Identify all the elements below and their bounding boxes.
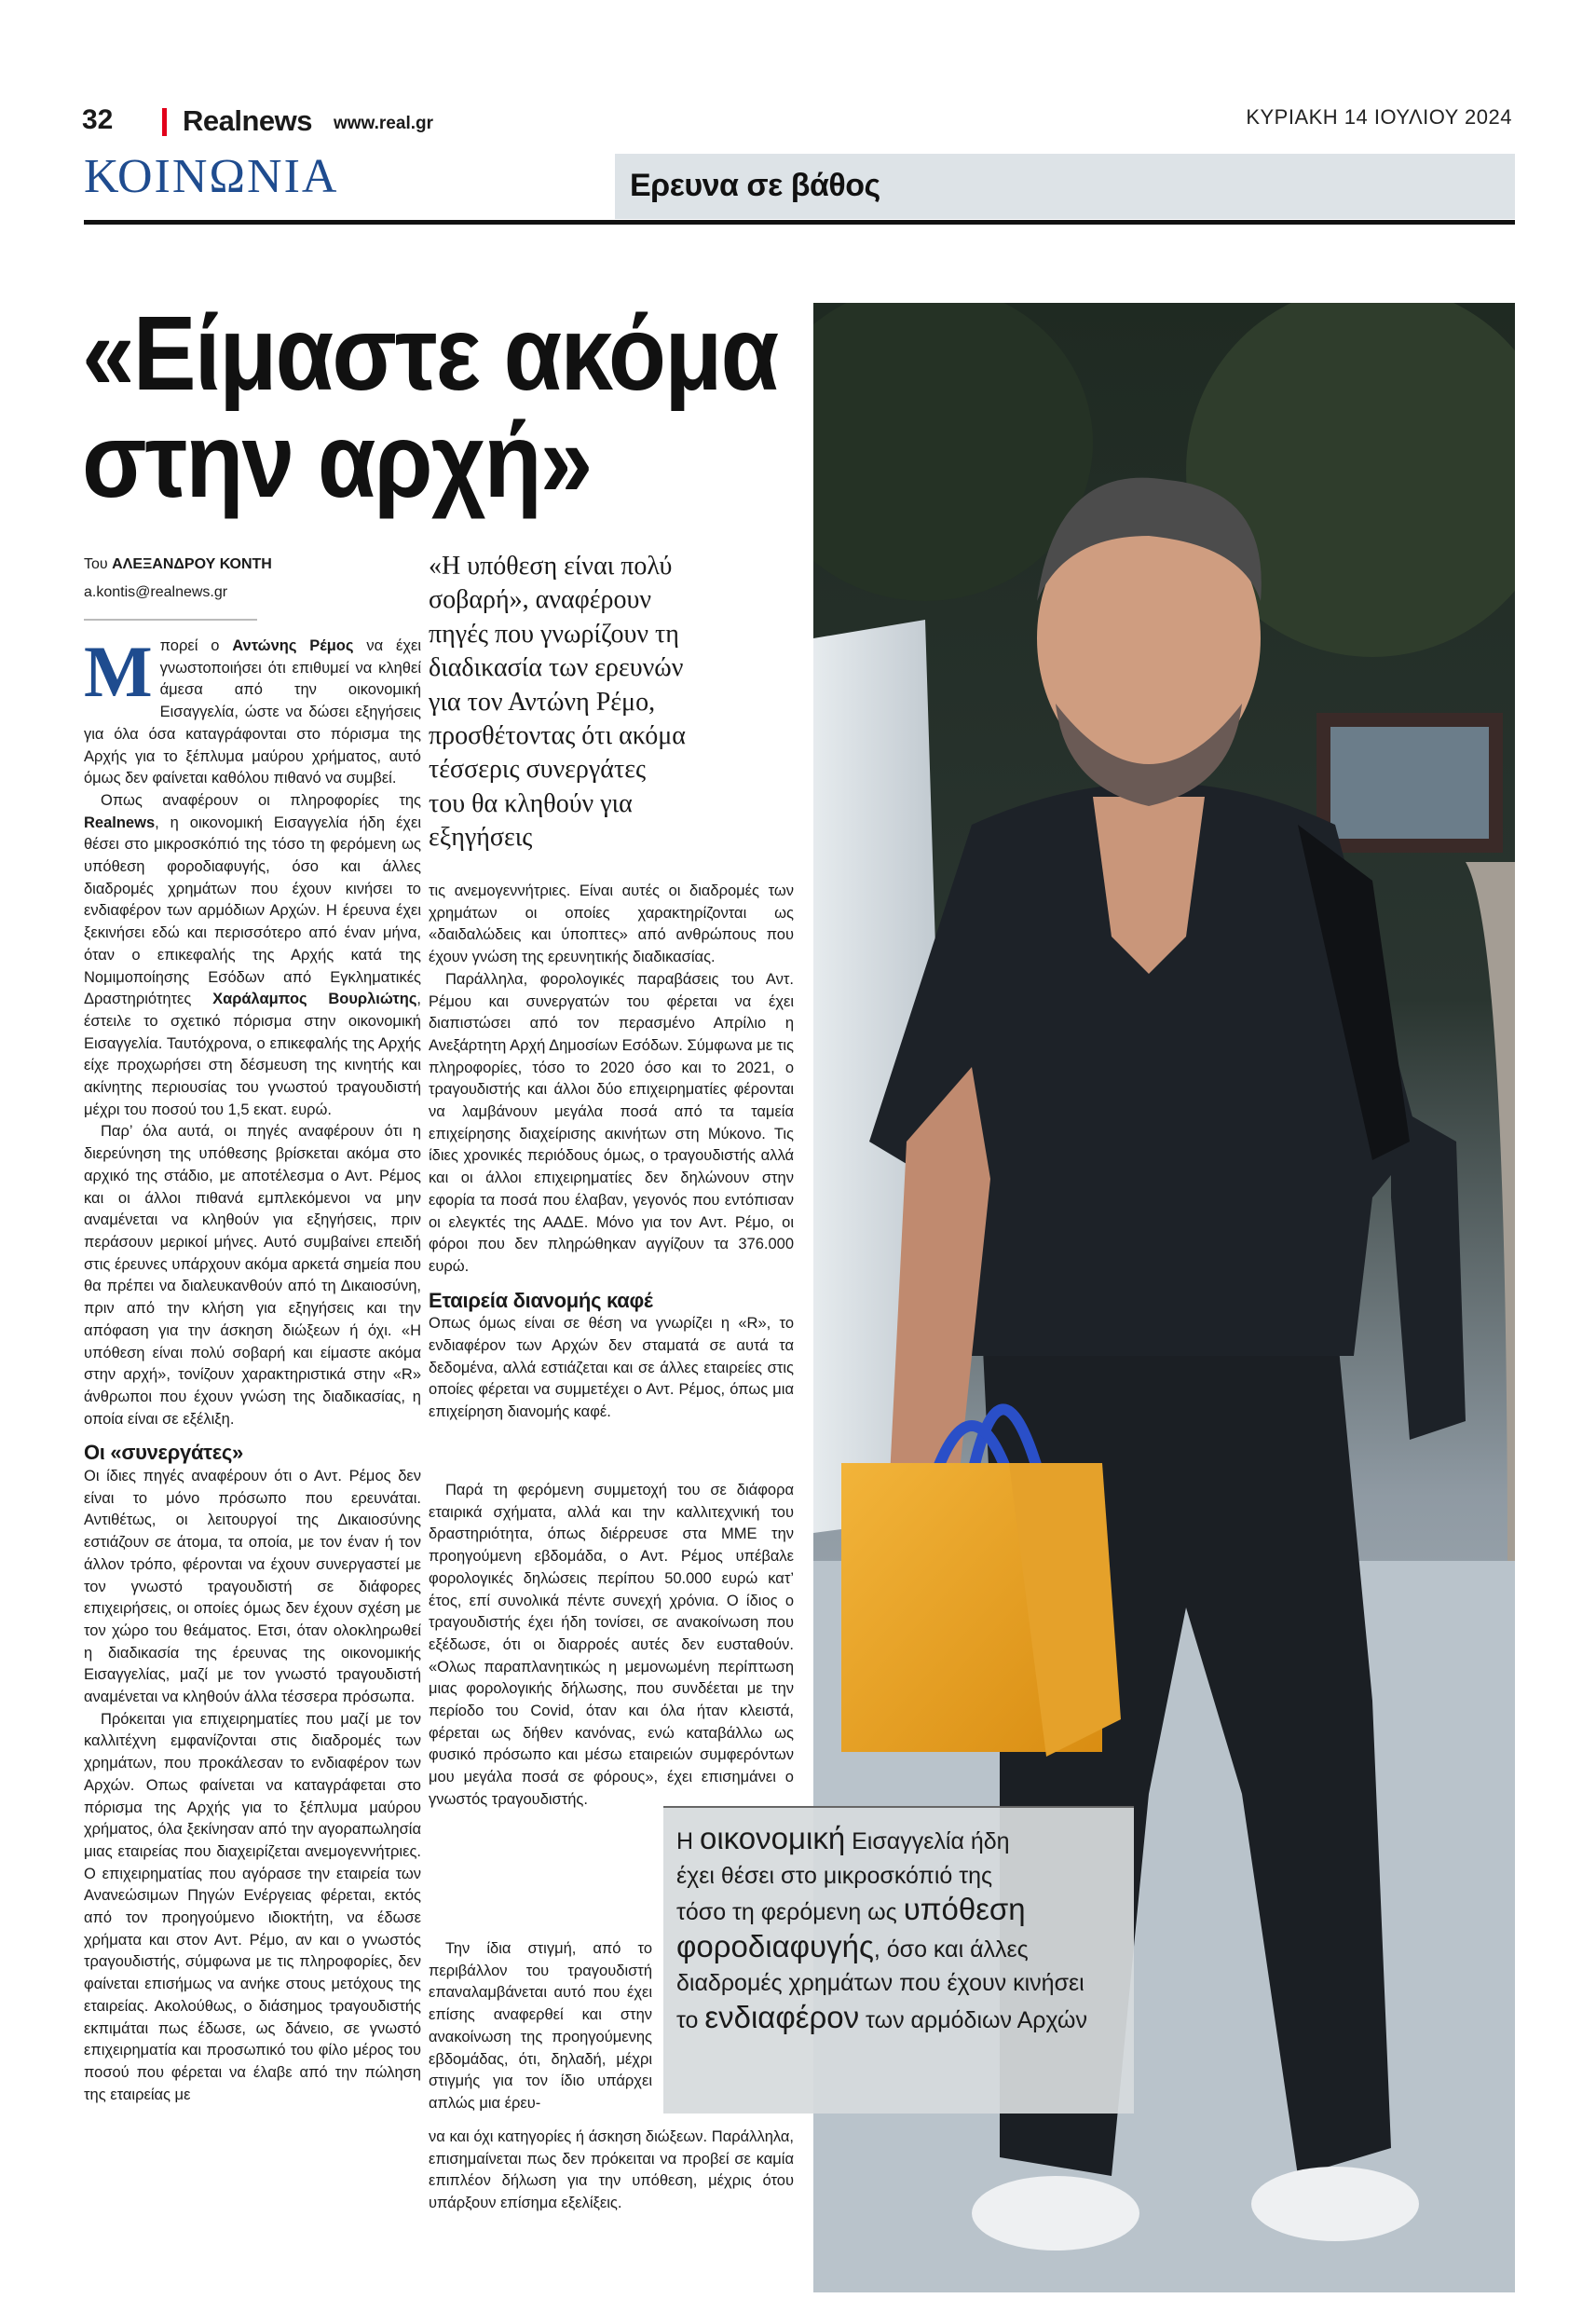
text: τόσο τη φερόμενη ως	[676, 1899, 904, 1925]
paragraph: τις ανεμογεννήτριες. Είναι αυτές οι διαδρομές των χρημάτων οι οποίες χαρακτηρίζονται ως «δαιδαλώδεις και ύποπτες» από ανθρώπους που έχουν γνώση της ερευνητικής διαδικασίας.	[429, 882, 794, 966]
text: , έστειλε το σχετικό πόρισμα στην οικονομική Εισαγγελία. Ταυτόχρονα, ο επικεφαλής της Αρχής είχε προχωρήσει στη δέσμευση της κινητής και ακίνητης περιουσίας του γνωστού τραγουδιστή μέχρι του ποσού του 1,5 εκατ. ευρώ.	[84, 991, 421, 1118]
paragraph: Την ίδια στιγμή, από το περιβάλλον του τραγουδιστή επαναλαμβάνεται αυτό που έχει επίσης αναφερθεί και στην ανακοίνωση της προηγούμενης εβδομάδας, ότι, δηλαδή, μέχρι στιγμής για τον ίδιο υπάρχει απλώς μια έρευ-	[429, 1940, 652, 2112]
article-column-2c	[429, 1938, 652, 2115]
article-column-1	[84, 631, 421, 2106]
callout-line	[676, 1822, 1129, 1859]
brand-news: news	[241, 104, 313, 137]
text: Οπως αναφέρουν οι πληροφορίες της	[101, 791, 421, 809]
byline	[84, 556, 272, 573]
emphasis: οικονομική	[700, 1821, 846, 1855]
callout-line	[676, 2001, 1129, 2038]
text: πορεί ο	[159, 637, 233, 654]
paragraph	[84, 631, 421, 790]
text: Εισαγγελία ήδη	[845, 1828, 1010, 1854]
pull-quote-line: για τον Αντώνη Ρέμο,	[429, 687, 656, 717]
section-title: ΚΟΙΝΩΝΙΑ	[84, 150, 339, 203]
byline-rule	[84, 619, 257, 621]
byline-prefix: Του	[84, 556, 113, 572]
callout-line: διαδρομές χρημάτων που έχουν κινήσει	[676, 1970, 1084, 1996]
author-email[interactable]: a.kontis@realnews.gr	[84, 584, 228, 600]
emphasis: φοροδιαφυγής	[676, 1928, 874, 1963]
headline-line-2: στην αρχή»	[82, 402, 592, 520]
pull-quote-line: του θα κληθούν για	[429, 788, 633, 818]
callout-line	[676, 1930, 1129, 1967]
paragraph: Παρά τη φερόμενη συμμετοχή του σε διάφορα εταιρικά σχήματα, αλλά και την καλλιτεχνική του δραστηριότητα, όπως διέρρευσε στα ΜΜΕ την προηγούμενη εβδομάδα, ο Αντ. Ρέμος υπέβαλε φορολογικές δηλώσεις περίπου 50.000 ευρώ κατ’ έτος, επί συνολικά πέντε συνεχή χρόνια. Ο ίδιος ο τραγουδιστής έχει ήδη τονίσει, σε ανακοίνωση που εξέδωσε, ότι οι διαρροές αυτές δεν ευσταθούν. «Ολως παραπλανητικώς η μεμονωμένη περίπτωση μιας φορολογικής δήλωσης, που συνδέεται με την περίοδο του Covid, όταν και όλα ήταν κλειστά, φέρεται ως δήθεν κανόνας, ενώ καταβάλλω ως φυσικό πρόσωπο και μέσω εταιρειών συμφερόντων μου μεγάλα ποσά σε φόρους», έχει επισημάνει ο γνωστός τραγουδιστής.	[429, 1482, 794, 1808]
text: , όσο και άλλες	[873, 1936, 1029, 1963]
pull-quote	[429, 550, 801, 855]
callout-line	[676, 1893, 1129, 1930]
text: , η οικονομική Εισαγγελία ήδη έχει θέσει στο μικροσκόπιό της τόσο τη φερόμενη ως υπόθεση φοροδιαφυγής, όσο και άλλες διαδρομές χρημάτων που έχουν κινήσει το ενδιαφέρον των αρμόδιων Αρχών. Η έρευνα έχει ξεκινήσει εδώ και περισσότερο από έναν μήνα, όταν ο επικεφαλής της Αρχής κατά της Νομιμοποίησης Εσόδων από Εγκληματικές Δραστηριότητες	[84, 814, 421, 1008]
article-column-2d	[429, 2127, 794, 2215]
headline-line-1: «Είμαστε ακόμα	[82, 294, 778, 412]
emphasis: ενδιαφέρον	[704, 1999, 860, 2034]
byline-author: ΑΛΕΞΑΝΔΡΟΥ ΚΟΝΤΗ	[112, 556, 272, 572]
person-name: Χαράλαμπος Βουρλιώτης	[212, 991, 417, 1008]
article-column-2b	[429, 1480, 794, 1812]
page-number: 32	[82, 104, 114, 135]
emphasis: υπόθεση	[903, 1892, 1026, 1926]
paragraph: Οπως όμως είναι σε θέση να γνωρίζει η «R», το ενδιαφέρον των Αρχών δεν σταματά σε αυτά τα δεδομένα, αλλά εστιάζεται και σε άλλες εταιρείες στις οποίες φέρεται να συμμετέχει ο Αντ. Ρέμος, όπως μια επιχείρηση διανομής καφέ.	[429, 1315, 794, 1421]
brand-logo	[183, 104, 312, 138]
paragraph: να και όχι κατηγορίες ή άσκηση διώξεων. Παράλληλα, επισημαίνεται πως δεν πρόκειται να προβεί σε καμία επιπλέον δήλωση για την υπόθεση, μέχρις ότου υπάρξουν επίσημα εξελίξεις.	[429, 2128, 794, 2212]
article-column-2	[429, 881, 794, 1424]
text: το	[676, 2006, 705, 2033]
paragraph	[84, 790, 421, 1122]
paragraph: Παρ’ όλα αυτά, οι πηγές αναφέρουν ότι η διερεύνηση της υπόθεσης βρίσκεται ακόμα στο αρχικό της στάδιο, με αποτέλεσμα ο Αντ. Ρέμος και οι άλλοι πιθανά εμπλεκόμενοι να μην αναμένεται να κληθούν για εξηγήσεις, πριν περάσουν μερικοί μήνες. Αυτό συμβαίνει επειδή στις έρευνες υπάρχουν ακόμα αρκετά σημεία που θα πρέπει να διαλευκανθούν από τη Δικαιοσύνη, πριν από την κλήση για εξηγήσεις και την απόφαση για την άσκηση διώξεων ή όχι. «Η υπόθεση είναι πολύ σοβαρή και είμαστε ακόμα στην αρχή», τονίζουν χαρακτηριστικά στην «R» άνθρωποι που έχουν γνώση της διαδικασίας, η οποία είναι σε εξέλιξη.	[84, 1123, 421, 1428]
paragraph: Οι ίδιες πηγές αναφέρουν ότι ο Αντ. Ρέμος δεν είναι το μόνο πρόσωπο που ερευνάται. Αντιθέτως, οι λειτουργοί της Δικαιοσύνης εστιάζουν σε άτομα, τα οποία, με τον έναν ή τον άλλον τρόπο, φέρονται να έχουν συνεργαστεί με τον γνωστό τραγουδιστή σε διάφορες επιχειρήσεις, οι οποίες όμως δεν έχουν σχέση με τον χώρο του θεάματος. Ετσι, όταν ολοκληρωθεί η διαδικασία της έρευνας της οικονομικής Εισαγγελίας, μαζί με τον γνωστό τραγουδιστή αναμένεται να κληθούν άλλα τέσσερα πρόσωπα.	[84, 1468, 421, 1706]
drop-cap: Μ	[84, 631, 153, 712]
pull-quote-line: διαδικασία των ερευνών	[429, 653, 684, 683]
subheading-associates: Οι «συνεργάτες»	[84, 1441, 243, 1465]
brand-mention: Realnews	[84, 814, 156, 831]
subheading-coffee: Εταιρεία διανομής καφέ	[429, 1288, 653, 1312]
text: των αρμόδιων Αρχών	[859, 2006, 1087, 2033]
callout-line: έχει θέσει στο μικροσκόπιό της	[676, 1862, 993, 1889]
header-divider	[162, 108, 167, 136]
text: να έχει γνωστοποιήσει ότι επιθυμεί να κληθεί άμεσα από την οικονομική Εισαγγελία, ώστε να δώσει εξηγήσεις για όλα όσα καταγράφονται στο πόρισμα της Αρχής για το ξέπλυμα μαύρου χρήματος, αυτό όμως δεν φαίνεται καθόλου πιθανό να συμβεί.	[84, 637, 421, 787]
callout-rule	[663, 1806, 1134, 1808]
paragraph: Πρόκειται για επιχειρηματίες που μαζί με τον καλλιτέχνη εμφανίζονται στις διαδρομές των χρημάτων, που προκάλεσαν το ενδιαφέρον των Αρχών. Οπως φαίνεται να καταγράφεται στο πόρισμα της Αρχής για το ξέπλυμα μαύρου χρήματος, όλα ξεκίνησαν από την αγοραπωλησία μιας εταιρείας που διαχειρίζεται ανεμογεννήτριες. Ο επιχειρηματίας που αγόρασε την εταιρεία των Ανανεώσιμων Πηγών Ενέργειας φέρεται, εκτός από τον προηγούμενο ιδιοκτήτη, να έδωσε χρήματα και στον Αντ. Ρέμο, αν και ο γνωστός τραγουδιστής, σύμφωνα με τις πληροφορίες, δεν φαίνεται επισήμως να ανήκε στους μετόχους της εταιρείας. Ακολούθως, ο διάσημος τραγουδιστής εκπιμάται πως έδωσε, ως δάνειο, σε γνωστό επιχειρηματία και προσωπικό του φίλο μέρος του ποσού που φέρεται να έλαβε από την πώληση της εταιρείας με	[84, 1710, 421, 2103]
subsection-title: Ερευνα σε βάθος	[630, 168, 880, 203]
site-url[interactable]: www.real.gr	[334, 114, 433, 133]
text: Η	[676, 1828, 700, 1854]
issue-date: ΚΥΡΙΑΚΗ 14 ΙΟΥΛΙΟΥ 2024	[1246, 105, 1512, 129]
person-name: Αντώνης Ρέμος	[232, 637, 354, 654]
callout-text	[676, 1822, 1129, 2037]
pull-quote-line: εξηγήσεις	[429, 823, 533, 853]
pull-quote-line: προσθέτοντας ότι ακόμα	[429, 720, 686, 750]
paragraph: Παράλληλα, φορολογικές παραβάσεις του Αντ. Ρέμου και συνεργατών του φέρεται να έχει διαπιστώσει από τον περασμένο Απρίλιο η Ανεξάρτητη Αρχή Δημοσίων Εσόδων. Σύμφωνα με τις πληροφορίες, τόσο το 2020 όσο και το 2021, ο τραγουδιστής και άλλοι δύο επιχειρηματίες φέρονται να λαμβάνουν μεγάλα ποσά από τα ταμεία επιχείρησης διαχείρισης ακινήτων στη Μύκονο. Τις ίδιες χρονικές περιόδους όμως, ο τραγουδιστής αλλά και οι άλλοι επιχειρηματίες δεν δηλώνουν στην εφορία τα ποσά που έλαβαν, γεγονός που εντόπισαν οι ελεγκτές της ΑΑΔΕ. Μόνο για τον Αντ. Ρέμο, οι φόροι που δεν πληρώθηκαν αγγίζουν τα 376.000 ευρώ.	[429, 970, 794, 1275]
pull-quote-line: σοβαρή», αναφέρουν	[429, 585, 652, 615]
brand-real: Real	[183, 104, 242, 137]
header-rule	[84, 220, 1515, 225]
pull-quote-line: «Η υπόθεση είναι πολύ	[429, 552, 673, 581]
pull-quote-line: τέσσερις συνεργάτες	[429, 755, 647, 785]
headline	[82, 294, 778, 520]
pull-quote-line: πηγές που γνωρίζουν τη	[429, 619, 679, 649]
